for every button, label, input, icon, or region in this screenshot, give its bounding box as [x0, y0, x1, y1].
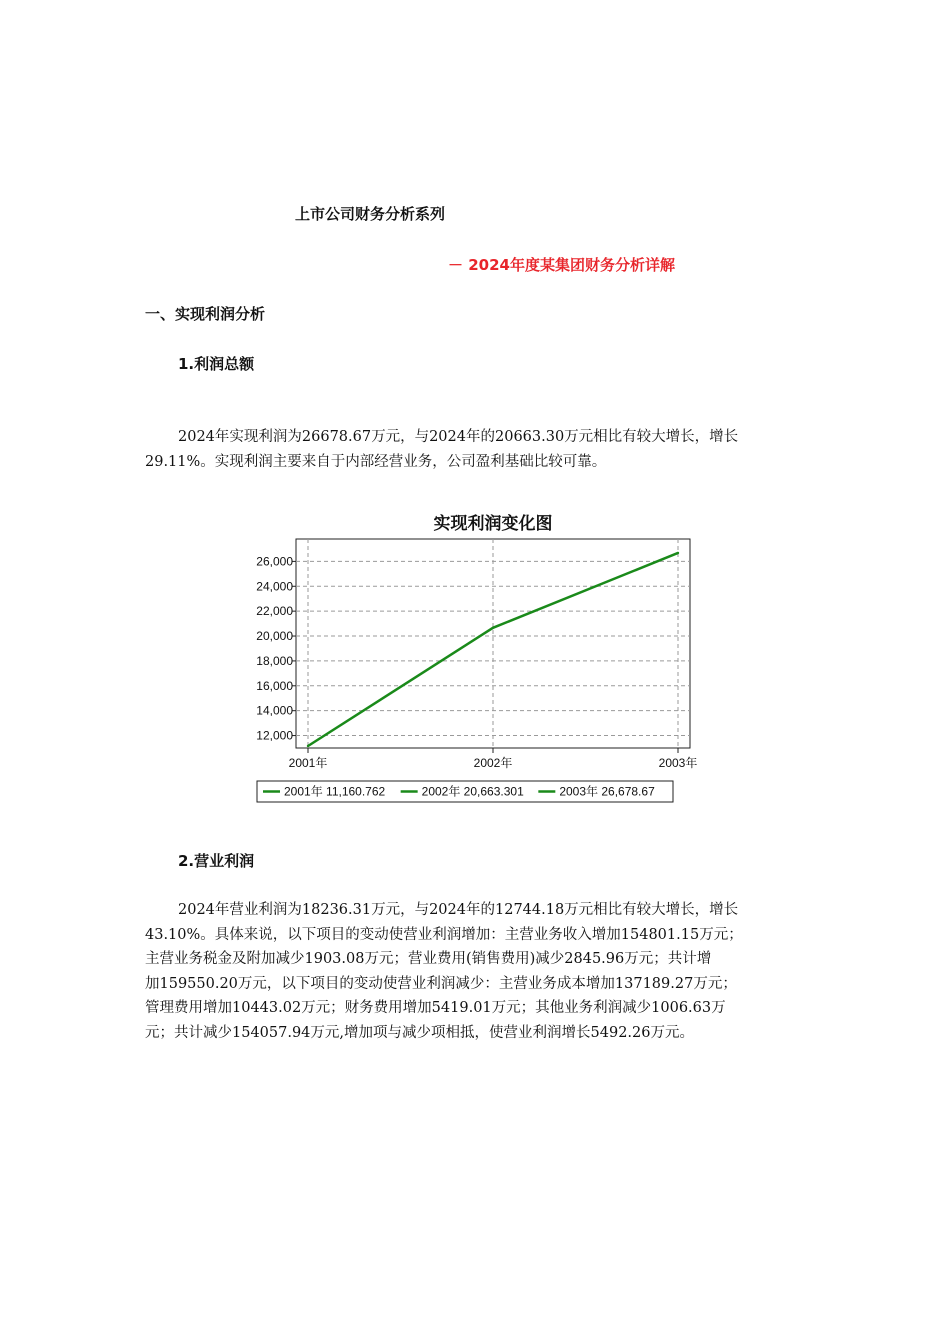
- paragraph-line: 管理费用增加10443.02万元；财务费用增加5419.01万元；其他业务利润减少1006.63万: [145, 1000, 726, 1016]
- y-tick-label: 16,000: [256, 678, 293, 693]
- paragraph-operating-profit: [145, 898, 815, 1045]
- y-tick-label: 26,000: [256, 554, 293, 569]
- paragraph-line: 43.10%。具体来说，以下项目的变动使营业利润增加：主营业务收入增加154801.15万元；: [145, 926, 743, 943]
- y-tick-label: 22,000: [256, 604, 293, 619]
- paragraph-line: 2024年营业利润为18236.31万元，与2024年的12744.18万元相比有较大增长，增长: [178, 902, 739, 918]
- data-point: [307, 745, 309, 747]
- chart-title: 实现利润变化图: [433, 514, 553, 534]
- y-tick-label: 14,000: [256, 703, 293, 718]
- subheading-total-profit: 1.利润总额: [178, 355, 255, 373]
- subheading-operating-profit: 2.营业利润: [178, 852, 255, 870]
- paragraph-total-profit: [145, 425, 815, 474]
- section-heading-profit: 一、实现利润分析: [145, 305, 266, 323]
- x-tick-label: 2002年: [473, 756, 513, 770]
- data-point: [492, 627, 494, 629]
- legend-label: 2003年 26,678.67: [559, 784, 655, 799]
- x-tick-label: 2003年: [658, 756, 698, 770]
- y-tick-label: 18,000: [256, 653, 293, 668]
- doc-subtitle: － 2024年度某集团财务分析详解: [448, 256, 675, 274]
- legend-label: 2002年 20,663.301: [421, 784, 524, 799]
- paragraph-line: 加159550.20万元，以下项目的变动使营业利润减少：主营业务成本增加137189.27万元；: [145, 975, 737, 992]
- legend-label: 2001年 11,160.762: [284, 784, 386, 799]
- y-tick-label: 12,000: [256, 728, 293, 743]
- paragraph-line: 2024年实现利润为26678.67万元，与2024年的20663.30万元相比有较大增长，增长: [178, 429, 739, 445]
- paragraph-line: 主营业务税金及附加减少1903.08万元；营业费用(销售费用)减少2845.96万元；共计增: [145, 951, 712, 967]
- doc-title: 上市公司财务分析系列: [295, 205, 446, 223]
- profit-line-chart: [245, 505, 710, 805]
- y-tick-label: 24,000: [256, 579, 293, 594]
- x-tick-label: 2001年: [288, 756, 328, 770]
- paragraph-line: 元；共计减少154057.94万元,增加项与减少项相抵，使营业利润增长5492.26万元。: [145, 1024, 694, 1041]
- y-tick-label: 20,000: [256, 629, 293, 644]
- data-point: [677, 552, 679, 554]
- paragraph-line: 29.11%。实现利润主要来自于内部经营业务，公司盈利基础比较可靠。: [145, 453, 607, 470]
